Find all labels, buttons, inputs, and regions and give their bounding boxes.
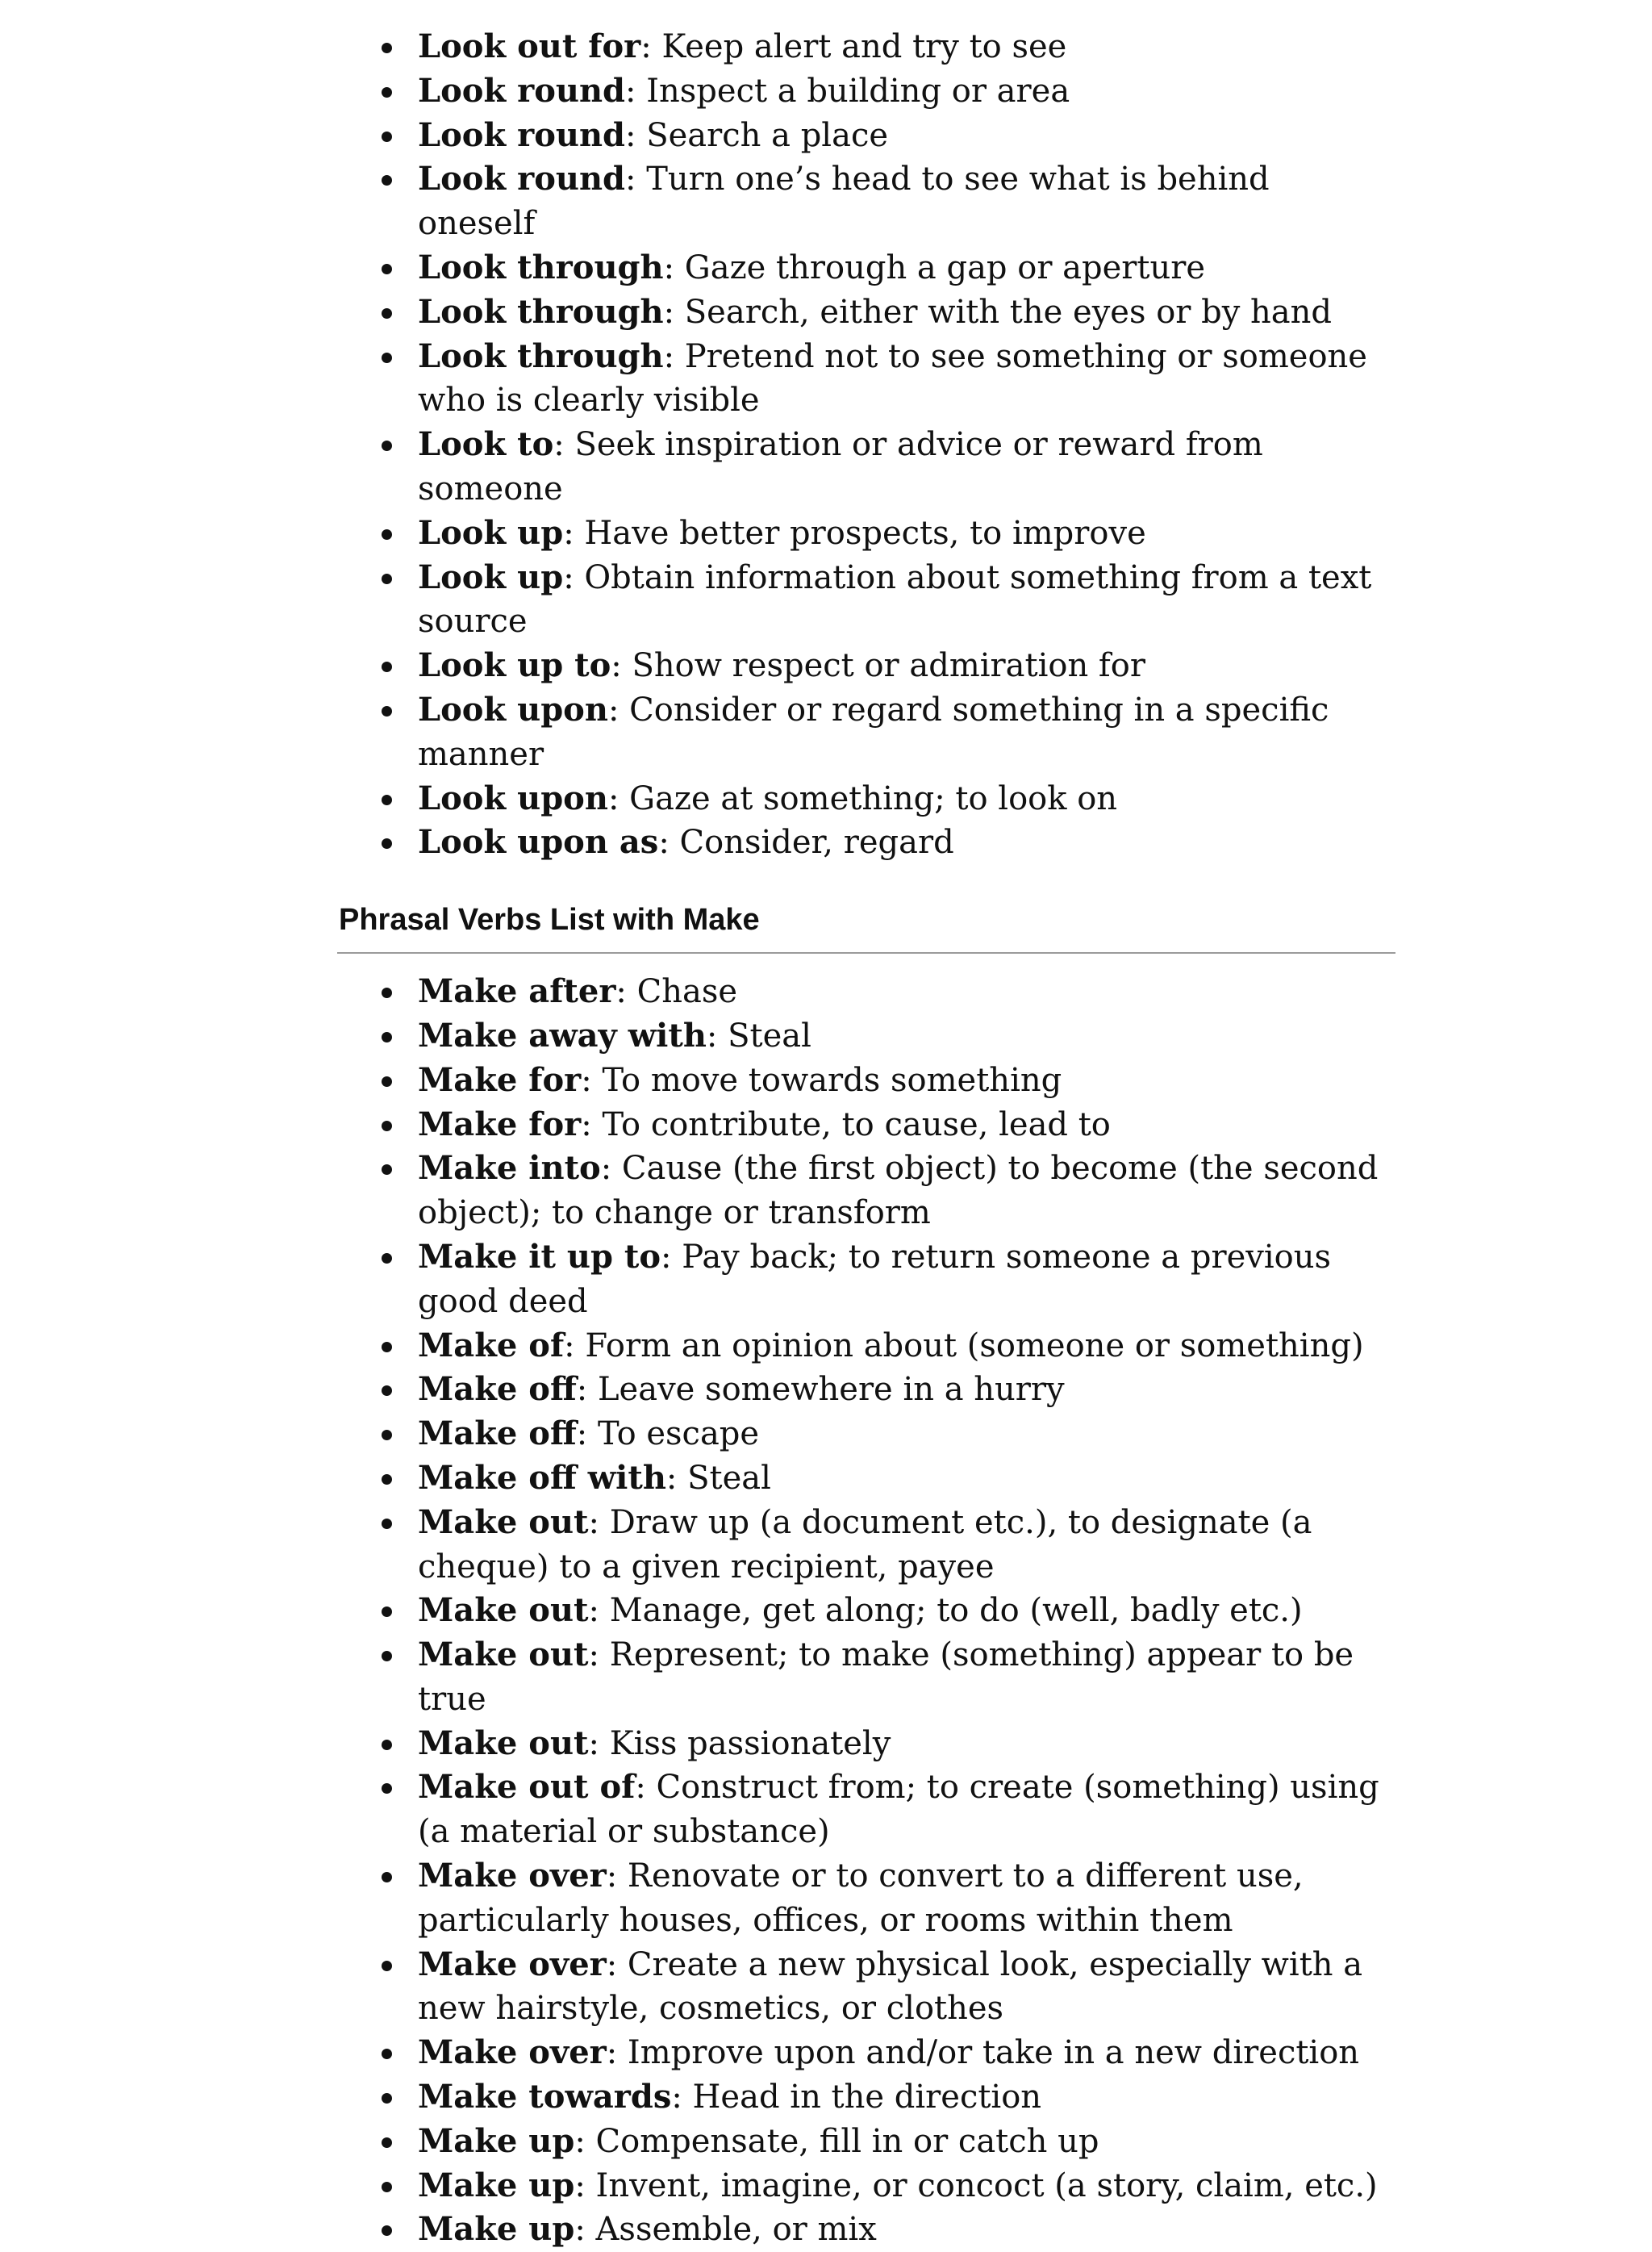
list-item <box>418 157 1395 246</box>
bullet-icon <box>382 1651 392 1661</box>
bullet-icon <box>382 1164 392 1175</box>
verb-term: Make up <box>418 2210 575 2249</box>
verb-definition: : Consider, regard <box>658 824 954 862</box>
list-item <box>418 25 1395 69</box>
verb-term: Make into <box>418 1149 601 1188</box>
verb-term: Look upon <box>418 779 608 817</box>
bullet-icon <box>382 87 392 98</box>
list-item <box>418 556 1395 645</box>
bullet-icon <box>382 1385 392 1396</box>
list-item <box>418 1854 1395 1943</box>
verb-definition: : Pay back; to return someone a previous good deed <box>418 1238 1332 1320</box>
verb-term: Make of <box>418 1326 565 1364</box>
list-item <box>418 114 1395 158</box>
verb-definition: : Seek inspiration or advice or reward from someone <box>418 426 1263 508</box>
verb-definition: : Form an opinion about (someone or something) <box>564 1327 1364 1364</box>
verb-definition: : Leave somewhere in a hurry <box>576 1371 1065 1409</box>
list-item <box>418 1412 1395 1456</box>
verb-term: Look round <box>418 71 626 110</box>
article-content <box>337 25 1395 2252</box>
verb-term: Make out <box>418 1591 589 1630</box>
verb-definition: : To move towards something <box>581 1061 1062 1099</box>
verb-definition: : Show respect or admiration for <box>611 647 1145 685</box>
list-item <box>418 821 1395 865</box>
list-item <box>418 2208 1395 2252</box>
bullet-icon <box>382 353 392 363</box>
verb-definition: : Create a new physical look, especially with a new hairstyle, cosmetics, or clothes <box>418 1945 1363 2028</box>
verb-term: Make out <box>418 1723 589 1762</box>
bullet-icon <box>382 1519 392 1529</box>
verb-definition: : Obtain information about something from a text source <box>418 558 1372 641</box>
list-item <box>418 512 1395 556</box>
verb-definition: : Draw up (a document etc.), to designate (a cheque) to a given recipient, payee <box>418 1503 1312 1586</box>
verb-term: Make up <box>418 2121 575 2160</box>
verb-definition: : Renovate or to convert to a different use, particularly houses, offices, or rooms within them <box>418 1857 1304 1939</box>
list-item <box>418 1501 1395 1590</box>
verb-definition: : Pretend not to see something or someone who is clearly visible <box>418 337 1367 420</box>
bullet-icon <box>382 1961 392 1971</box>
verb-term: Make off <box>418 1370 577 1409</box>
bullet-icon <box>382 529 392 540</box>
bullet-icon <box>382 795 392 805</box>
list-item <box>418 2164 1395 2208</box>
list-item <box>418 777 1395 821</box>
verb-term: Make over <box>418 1857 607 1895</box>
list-item <box>418 69 1395 114</box>
list-item <box>418 335 1395 424</box>
bullet-icon <box>382 1872 392 1882</box>
list-item <box>418 2120 1395 2164</box>
verb-definition: : Cause (the first object) to become (the second object); to change or transform <box>418 1150 1379 1232</box>
verb-term: Make away with <box>418 1016 707 1055</box>
list-item <box>418 246 1395 290</box>
verb-definition: : Represent; to make (something) appear to be true <box>418 1636 1354 1718</box>
verb-definition: : Kiss passionately <box>588 1724 891 1762</box>
look-phrasal-verbs-list <box>337 25 1395 865</box>
verb-definition: : Inspect a building or area <box>625 72 1070 110</box>
verb-term: Make it up to <box>418 1237 661 1276</box>
bullet-icon <box>382 132 392 142</box>
bullet-icon <box>382 706 392 717</box>
list-item <box>418 1943 1395 2032</box>
bullet-icon <box>382 1430 392 1440</box>
list-item <box>418 688 1395 777</box>
list-item <box>418 1368 1395 1412</box>
verb-definition: : Search a place <box>625 116 889 154</box>
verb-definition: : Gaze through a gap or aperture <box>663 249 1206 286</box>
verb-definition: : Gaze at something; to look on <box>607 779 1118 817</box>
verb-definition: : Turn one’s head to see what is behind oneself <box>418 161 1270 243</box>
verb-term: Make over <box>418 1945 607 1983</box>
verb-definition: : Invent, imagine, or concoct (a story, claim, etc.) <box>574 2166 1378 2204</box>
verb-term: Make out <box>418 1502 589 1541</box>
verb-term: Look upon as <box>418 823 659 862</box>
verb-definition: : Manage, get along; to do (well, badly etc.) <box>588 1592 1303 1630</box>
verb-definition: : To contribute, to cause, lead to <box>581 1105 1111 1143</box>
verb-term: Look through <box>418 248 664 286</box>
bullet-icon <box>382 2049 392 2059</box>
bullet-icon <box>382 2137 392 2148</box>
section-divider <box>337 952 1395 954</box>
list-item <box>418 2031 1395 2075</box>
verb-definition: : Assemble, or mix <box>574 2211 877 2249</box>
bullet-icon <box>382 574 392 584</box>
verb-term: Look up <box>418 513 564 552</box>
verb-definition: : Chase <box>615 973 738 1011</box>
verb-term: Make after <box>418 972 616 1011</box>
verb-term: Look upon <box>418 690 608 729</box>
verb-term: Make towards <box>418 2078 672 2116</box>
verb-term: Look out for <box>418 27 641 65</box>
bullet-icon <box>382 662 392 672</box>
list-item <box>418 644 1395 688</box>
bullet-icon <box>382 1253 392 1264</box>
verb-term: Look up to <box>418 646 611 685</box>
list-item <box>418 1235 1395 1324</box>
verb-definition: : Compensate, fill in or catch up <box>574 2122 1099 2160</box>
list-item <box>418 970 1395 1014</box>
verb-term: Make off <box>418 1414 577 1453</box>
bullet-icon <box>382 2182 392 2192</box>
bullet-icon <box>382 1032 392 1042</box>
bullet-icon <box>382 308 392 319</box>
bullet-icon <box>382 1121 392 1131</box>
bullet-icon <box>382 1076 392 1087</box>
verb-term: Look round <box>418 115 626 154</box>
verb-term: Make out of <box>418 1768 636 1807</box>
list-item <box>418 1147 1395 1235</box>
verb-definition: : Have better prospects, to improve <box>563 514 1146 552</box>
bullet-icon <box>382 441 392 451</box>
list-item <box>418 1456 1395 1501</box>
verb-definition: : Consider or regard something in a specific manner <box>418 691 1329 773</box>
verb-term: Look through <box>418 292 664 331</box>
list-item <box>418 1014 1395 1059</box>
bullet-icon <box>382 43 392 53</box>
list-item <box>418 1059 1395 1103</box>
verb-term: Make for <box>418 1060 582 1099</box>
list-item <box>418 1103 1395 1147</box>
bullet-icon <box>382 1474 392 1485</box>
verb-term: Make off with <box>418 1458 666 1497</box>
list-item <box>418 1324 1395 1368</box>
verb-definition: : Improve upon and/or take in a new direction <box>606 2034 1360 2072</box>
bullet-icon <box>382 1606 392 1617</box>
bullet-icon <box>382 2225 392 2236</box>
list-item <box>418 1633 1395 1722</box>
list-item <box>418 290 1395 335</box>
verb-term: Make up <box>418 2166 575 2204</box>
verb-term: Look up <box>418 558 564 596</box>
verb-term: Make for <box>418 1105 582 1143</box>
verb-definition: : Head in the direction <box>671 2079 1042 2116</box>
verb-definition: : Construct from; to create (something) using (a material or substance) <box>418 1769 1379 1851</box>
list-item <box>418 423 1395 512</box>
bullet-icon <box>382 175 392 186</box>
bullet-icon <box>382 264 392 274</box>
verb-term: Look round <box>418 160 626 198</box>
bullet-icon <box>382 838 392 849</box>
bullet-icon <box>382 988 392 998</box>
bullet-icon <box>382 2093 392 2104</box>
verb-term: Make out <box>418 1636 589 1674</box>
bullet-icon <box>382 1342 392 1352</box>
list-item <box>418 1589 1395 1633</box>
make-section-heading: Phrasal Verbs List with Make <box>339 903 760 938</box>
verb-term: Look through <box>418 336 664 375</box>
verb-definition: : Keep alert and try to see <box>640 28 1067 65</box>
list-item <box>418 2075 1395 2120</box>
verb-definition: : To escape <box>576 1415 760 1453</box>
list-item <box>418 1722 1395 1766</box>
verb-definition: : Steal <box>665 1459 771 1497</box>
verb-definition: : Search, either with the eyes or by hand <box>663 293 1333 331</box>
bullet-icon <box>382 1783 392 1794</box>
verb-term: Look to <box>418 425 554 464</box>
bullet-icon <box>382 1740 392 1750</box>
verb-term: Make over <box>418 2033 607 2072</box>
verb-definition: : Steal <box>706 1017 811 1055</box>
list-item <box>418 1765 1395 1854</box>
make-phrasal-verbs-list <box>337 970 1395 2252</box>
